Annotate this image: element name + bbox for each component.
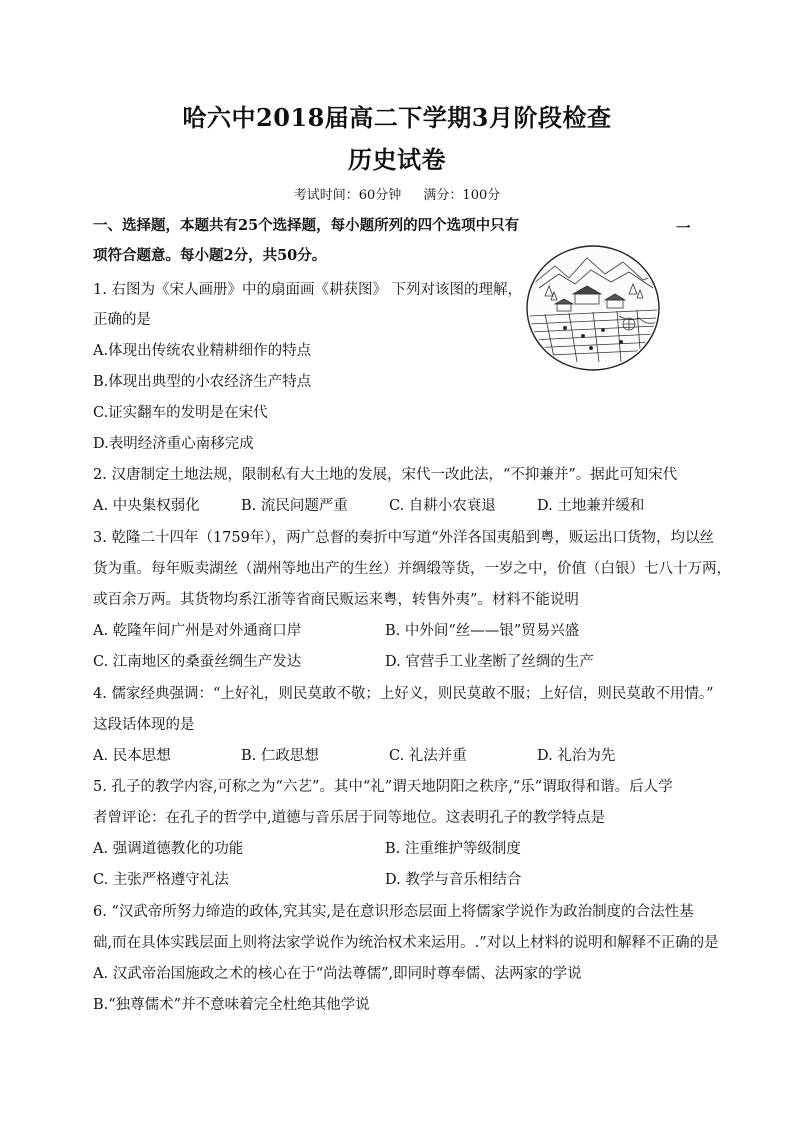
q1-option-d: D.表明经济重心南移完成 <box>93 436 254 452</box>
q6-stem-line2: 础,而在具体实践层面上则将法家学说作为统治权术来运用。.”对以上材料的说明和解释不正确的是 <box>93 935 719 951</box>
q4-option-b: B. 仁政思想 <box>241 748 319 764</box>
q4-options <box>93 746 685 766</box>
section-intro-line1: 一、选择题，本题共有25个选择题，每小题所列的四个选项中只有 <box>93 217 520 234</box>
q5-options-row2 <box>93 870 677 890</box>
q1-option-a: A.体现出传统农业精耕细作的特点 <box>93 343 312 359</box>
q6-stem-line1: 6. “汉武帝所努力缔造的政体,究其实,是在意识形态层面上将儒家学说作为政治制度的合法性基 <box>93 904 694 920</box>
q3-option-c: C. 江南地区的桑蚕丝绸生产发达 <box>93 654 302 670</box>
section-intro-tail: 一 <box>676 220 691 237</box>
q2-option-d: D. 土地兼并缓和 <box>537 498 645 514</box>
q3-stem-line3: 或百余万两。其货物均系江浙等省商民贩运来粤，转售外夷”。材料不能说明 <box>93 592 579 608</box>
q5-stem-line2: 者曾评论：在孔子的哲学中,道德与音乐居于同等地位。这表明孔子的教学特点是 <box>93 810 606 826</box>
q5-option-c: C. 主张严格遵守礼法 <box>93 872 229 888</box>
q2-stem: 2. 汉唐制定土地法规，限制私有大土地的发展，宋代一改此法，“不抑兼并”。据此可知宋代 <box>93 467 678 483</box>
q5-option-b: B. 注重维护等级制度 <box>385 841 521 857</box>
q1-option-c: C.证实翻车的发明是在宋代 <box>93 405 268 421</box>
section-intro-line2: 项符合题意。每小题2分，共50分。 <box>93 247 327 264</box>
q3-option-b: B. 中外间“丝——银”贸易兴盛 <box>385 623 580 639</box>
q4-stem-line1: 4. 儒家经典强调：“上好礼，则民莫敢不敬；上好义，则民莫敢不服；上好信，则民莫敢不用情。” <box>93 686 714 702</box>
q6-option-b: B.“独尊儒术”并不意味着完全杜绝其他学说 <box>93 997 370 1013</box>
q6-option-a: A. 汉武帝治国施政之术的核心在于“尚法尊儒”,即同时尊奉儒、法两家的学说 <box>93 966 582 982</box>
q1-stem-line2: 正确的是 <box>93 312 151 328</box>
q4-option-a: A. 民本思想 <box>93 748 171 764</box>
q4-option-c: C. 礼法并重 <box>389 748 467 764</box>
exam-time: 考试时间：60分钟 <box>293 188 402 203</box>
q3-option-a: A. 乾隆年间广州是对外通商口岸 <box>93 623 302 639</box>
exam-info <box>0 184 794 203</box>
exam-subject-title: 历史试卷 <box>348 145 446 174</box>
q1-option-b: B.体现出典型的小农经济生产特点 <box>93 374 312 390</box>
exam-title: 哈六中2018届高二下学期3月阶段检查 <box>182 103 612 132</box>
q5-option-a: A. 强调道德教化的功能 <box>93 841 244 857</box>
full-score: 满分：100分 <box>423 188 501 203</box>
q2-option-a: A. 中央集权弱化 <box>93 498 200 514</box>
q2-options <box>93 496 685 516</box>
q5-option-d: D. 教学与音乐相结合 <box>385 872 522 888</box>
q2-option-c: C. 自耕小农衰退 <box>389 498 496 514</box>
q4-option-d: D. 礼治为先 <box>537 748 616 764</box>
q3-options-row2 <box>93 652 677 672</box>
q5-options-row1 <box>93 839 677 859</box>
q3-options-row1 <box>93 621 677 641</box>
q2-option-b: B. 流民问题严重 <box>241 498 348 514</box>
q1-stem-line1: 1. 右图为《宋人画册》中的扇面画《耕获图》 下列对该图的理解， <box>93 282 523 298</box>
fan-painting-illustration-icon <box>525 244 661 372</box>
q4-stem-line2: 这段话体现的是 <box>93 717 195 733</box>
q5-stem-line1: 5. 孔子的教学内容,可称之为“六艺”。其中“礼”谓天地阴阳之秩序,“乐”谓取得和谐。后人学 <box>93 779 673 795</box>
q3-stem-line2: 货为重。每年贩卖湖丝（湖州等地出产的生丝）并绸缎等货，一岁之中，价值（白银）七八十万两， <box>93 561 731 577</box>
q3-stem-line1: 3. 乾隆二十四年（1759年），两广总督的奏折中写道“外洋各国夷船到粤，贩运出口货物，均以丝 <box>93 530 715 546</box>
q3-option-d: D. 官营手工业垄断了丝绸的生产 <box>385 654 594 670</box>
